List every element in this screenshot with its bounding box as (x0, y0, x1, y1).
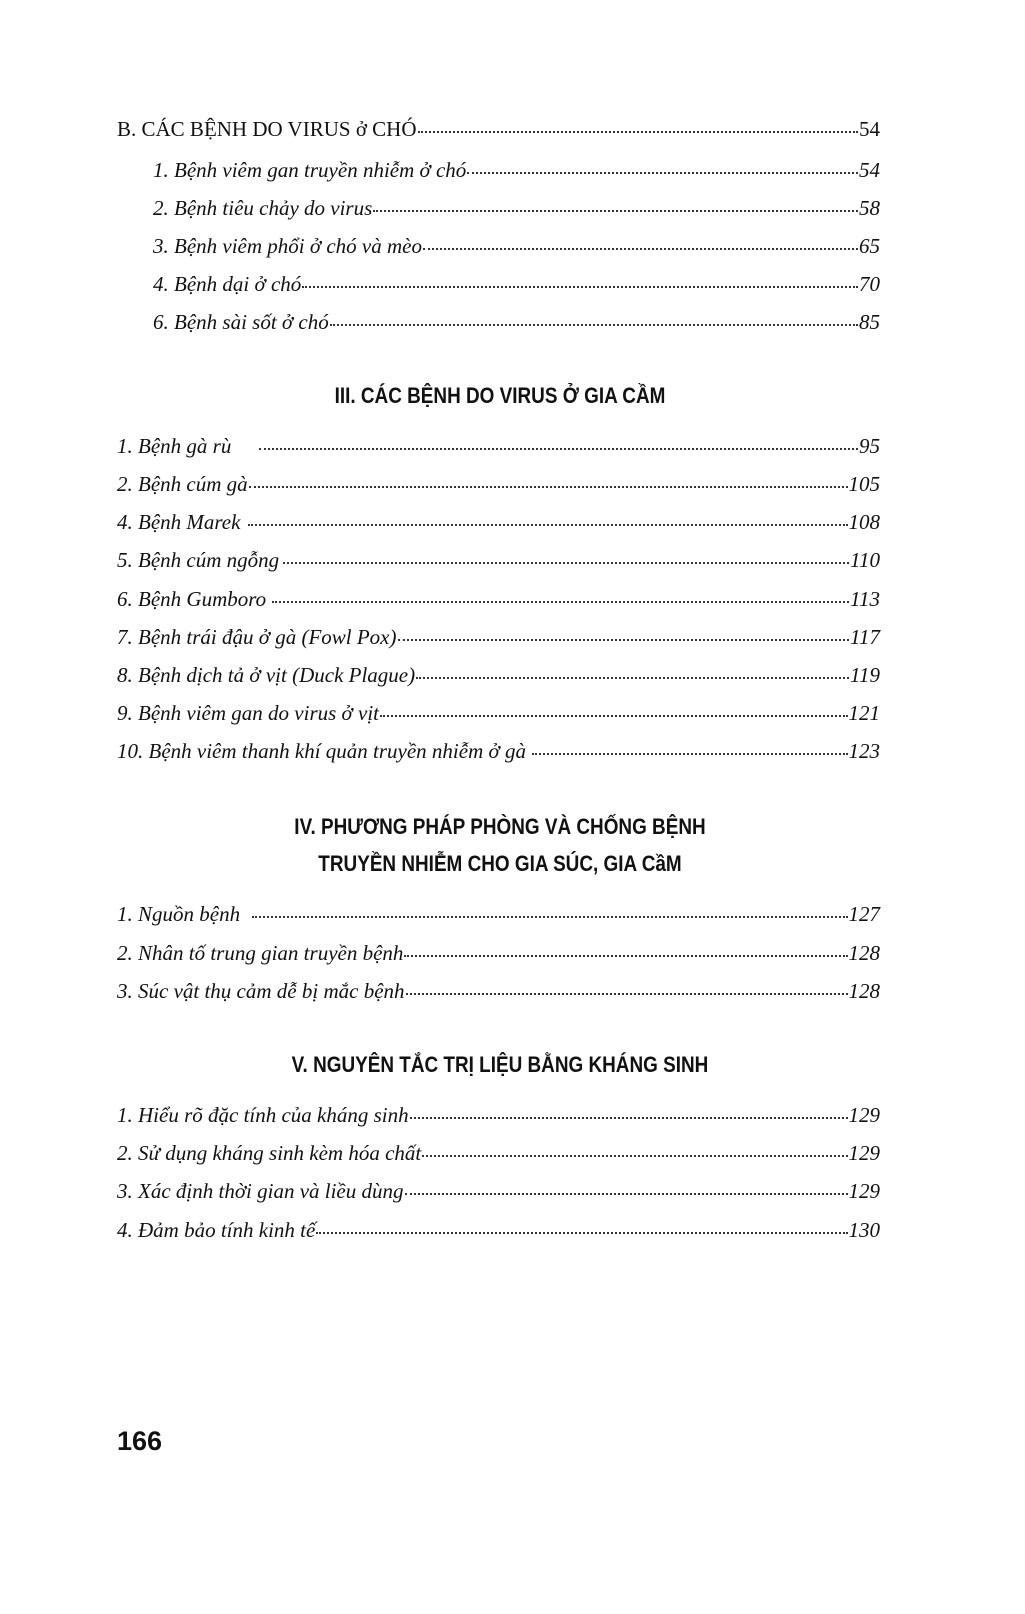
toc-entry-label: 7. Bệnh trái đậu ở gà (Fowl Pox) (117, 625, 397, 649)
leader-dots (272, 599, 849, 603)
toc-entry-label: 2. Sử dụng kháng sinh kèm hóa chất (117, 1141, 422, 1165)
toc-entry[interactable] (153, 233, 880, 259)
toc-entry-label: 5. Bệnh cúm ngỗng (117, 548, 280, 572)
toc-entry-page: 117 (850, 625, 880, 649)
toc-entry[interactable] (117, 738, 880, 764)
toc-entry-section-b[interactable] (117, 116, 880, 142)
toc-entry-page: 58 (859, 196, 880, 220)
toc-entry[interactable] (117, 662, 880, 688)
toc-entry-label: 3. Xác định thời gian và liều dùng (117, 1179, 404, 1203)
toc-entry[interactable] (117, 1140, 880, 1166)
leader-dots (422, 1153, 847, 1157)
leader-dots (416, 675, 849, 679)
leader-dots (418, 129, 858, 133)
toc-entry-label: 3. Súc vật thụ cảm dễ bị mắc bệnh (117, 979, 405, 1003)
leader-dots (283, 560, 849, 564)
toc-entry-page: 54 (859, 117, 880, 141)
toc-entry-page: 129 (848, 1179, 880, 1203)
toc-entry-label: 6. Bệnh Gumboro (117, 587, 267, 611)
leader-dots (380, 713, 848, 717)
leader-dots (249, 484, 848, 488)
toc-entry-page: 130 (848, 1218, 880, 1242)
toc-entry-label: 9. Bệnh viêm gan do virus ở vịt (117, 701, 379, 725)
leader-dots (406, 991, 848, 995)
toc-entry-page: 121 (848, 701, 880, 725)
toc-entry-page: 110 (850, 548, 880, 572)
toc-entry-label: 8. Bệnh dịch tả ở vịt (Duck Plague) (117, 663, 416, 687)
toc-entry[interactable] (117, 624, 880, 650)
toc-entry-page: 127 (848, 902, 880, 926)
toc-entry[interactable] (117, 940, 880, 966)
toc-entry[interactable] (117, 586, 880, 612)
toc-entry-label: 2. Bệnh tiêu chảy do virus (153, 196, 373, 220)
leader-dots (410, 1115, 848, 1119)
toc-entry[interactable] (117, 433, 880, 459)
leader-dots (532, 751, 848, 755)
toc-entry[interactable] (117, 1178, 880, 1204)
leader-dots (330, 322, 858, 326)
leader-dots (302, 284, 858, 288)
toc-entry-label: 10. Bệnh viêm thanh khí quản truyền nhiễm ở gà (117, 739, 526, 763)
toc-entry-page: 129 (848, 1103, 880, 1127)
toc-entry-label: 1. Hiểu rõ đặc tính của kháng sinh (117, 1103, 409, 1127)
toc-entry-label: 6. Bệnh sài sốt ở chó (153, 310, 329, 334)
toc-entry-page: 70 (859, 272, 880, 296)
section-heading-v: V. NGUYÊN TẮC TRỊ LIỆU BẰNG KHÁNG SINH (291, 1052, 709, 1077)
toc-entry-label: 2. Nhân tố trung gian truyền bệnh (117, 941, 404, 965)
toc-entry[interactable] (153, 271, 880, 297)
section-heading-iv-line1: IV. PHƯƠNG PHÁP PHÒNG VÀ CHỐNG BỆNH (294, 814, 706, 839)
leader-dots (405, 1191, 848, 1195)
toc-entry-page: 123 (848, 739, 880, 763)
toc-entry[interactable] (153, 157, 880, 183)
toc-entry-page: 108 (848, 510, 880, 534)
toc-entry-page: 128 (848, 979, 880, 1003)
toc-entry[interactable] (117, 1102, 880, 1128)
toc-entry-page: 105 (848, 472, 880, 496)
leader-dots (373, 208, 858, 212)
toc-entry-label: 4. Đảm bảo tính kinh tế (117, 1218, 316, 1242)
leader-dots (316, 1230, 847, 1234)
toc-entry[interactable] (117, 471, 880, 497)
toc-entry[interactable] (117, 978, 880, 1004)
toc-entry[interactable] (117, 901, 880, 927)
toc-entry-page: 95 (859, 434, 880, 458)
toc-entry-page: 113 (850, 587, 880, 611)
toc-entry-label: 4. Bệnh dại ở chó (153, 272, 302, 296)
page-number: 166 (117, 1426, 163, 1456)
leader-dots (404, 953, 847, 957)
toc-entry-label: 4. Bệnh Marek (117, 510, 241, 534)
toc-entry-page: 85 (859, 310, 880, 334)
toc-entry[interactable] (117, 509, 880, 535)
toc-entry[interactable] (117, 547, 880, 573)
toc-entry[interactable] (117, 700, 880, 726)
toc-entry-label: 2. Bệnh cúm gà (117, 472, 248, 496)
section-heading-iv-line2: TRUYỀN NHIỄM CHO GIA SÚC, GIA CầM (318, 851, 682, 876)
toc-entry[interactable] (153, 309, 880, 335)
toc-entry[interactable] (117, 1217, 880, 1243)
toc-entry-page: 65 (859, 234, 880, 258)
toc-entry-page: 119 (850, 663, 880, 687)
toc-entry-page: 54 (859, 158, 880, 182)
section-heading-iii: III. CÁC BỆNH DO VIRUS Ở GIA CẦM (334, 383, 666, 408)
toc-entry-label: 1. Bệnh viêm gan truyền nhiễm ở chó (153, 158, 467, 182)
toc-entry-label: B. CÁC BỆNH DO VIRUS ở CHÓ (117, 117, 417, 141)
leader-dots (467, 170, 858, 174)
leader-dots (252, 914, 847, 918)
toc-entry-page: 128 (848, 941, 880, 965)
toc-entry-page: 129 (848, 1141, 880, 1165)
toc-entry-label: 3. Bệnh viêm phổi ở chó và mèo (153, 234, 422, 258)
leader-dots (398, 637, 850, 641)
leader-dots (259, 446, 858, 450)
toc-entry-label: 1. Bệnh gà rù (117, 434, 232, 458)
toc-entry-label: 1. Nguồn bệnh (117, 902, 241, 926)
leader-dots (248, 522, 847, 526)
toc-entry[interactable] (153, 195, 880, 221)
leader-dots (423, 246, 858, 250)
